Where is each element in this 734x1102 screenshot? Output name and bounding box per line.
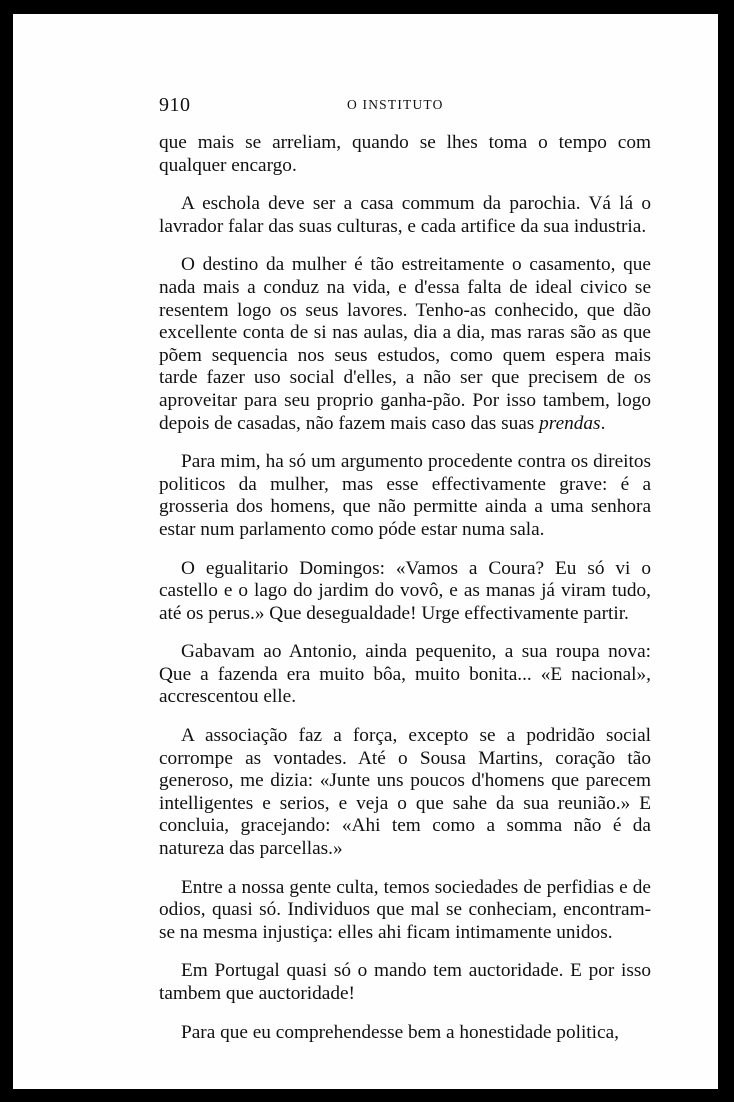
paragraph-1: que mais se arreliam, quando se lhes toma o tempo com qualquer encargo. <box>159 132 651 176</box>
paragraph-9: Em Portugal quasi só o mando tem auctoridade. E por isso tambem que auctoridade! <box>159 960 651 1004</box>
running-title: O INSTITUTO <box>347 97 444 112</box>
body-text <box>159 132 651 1060</box>
paragraph-7: A associação faz a força, excepto se a podridão social corrompe as vontades. Até o Sousa Martins, coração tão generoso, me dizia: «Junte uns poucos d'homens que parecem intelligentes e serios, e veja o que sahe da sua reunião.» E concluia, gracejando: «Ahi tem como a somma não é da natureza das parcellas.» <box>159 725 651 860</box>
paragraph-3-end: . <box>600 412 606 434</box>
paragraph-3-emphasis: prendas <box>539 412 601 434</box>
paragraph-5: O egualitario Domingos: «Vamos a Coura? Eu só vi o castello e o lago do jardim do vovô, e as manas já viram tudo, até os perus.» Que desegualdade! Urge effectivamente partir. <box>159 557 651 624</box>
paragraph-4: Para mim, ha só um argumento procedente contra os direitos politicos da mulher, mas esse effectivamente grave: é a grosseria dos homens, que não permitte ainda a uma senhora estar num parlamento como póde estar numa sala. <box>159 451 651 540</box>
paragraph-3 <box>159 254 651 435</box>
scanned-page <box>13 14 718 1089</box>
paragraph-2: A eschola deve ser a casa commum da parochia. Vá lá o lavrador falar das suas culturas, e cada artifice da sua industria. <box>159 193 651 237</box>
page-header <box>159 94 655 118</box>
page-number: 910 <box>159 94 191 116</box>
paragraph-3-text: O destino da mulher é tão estreitamente o casamento, que nada mais a conduz na vida, e d'essa falta de ideal civico se resentem logo os seus lavores. Tenho-as conhecido, que dão excellente conta de si nas aulas, dia a dia, mas raras são as que põem sequencia nos seus estudos, como quem espera mais tarde fazer uso social d'elles, a não ser que precisem de os aproveitar para seu proprio ganha-pão. Por isso tambem, logo depois de casadas, não fazem mais caso das suas <box>159 254 651 434</box>
paragraph-6: Gabavam ao Antonio, ainda pequenito, a sua roupa nova: Que a fazenda era muito bôa, muito bonita... «E nacional», accrescentou elle. <box>159 641 651 708</box>
paragraph-10: Para que eu comprehendesse bem a honestidade politica, <box>181 1021 619 1043</box>
paragraph-8: Entre a nossa gente culta, temos sociedades de perfidias e de odios, quasi só. Individuos que mal se conheciam, encontram-se na mesma injustiça: elles ahi ficam intimamente unidos. <box>159 876 651 943</box>
